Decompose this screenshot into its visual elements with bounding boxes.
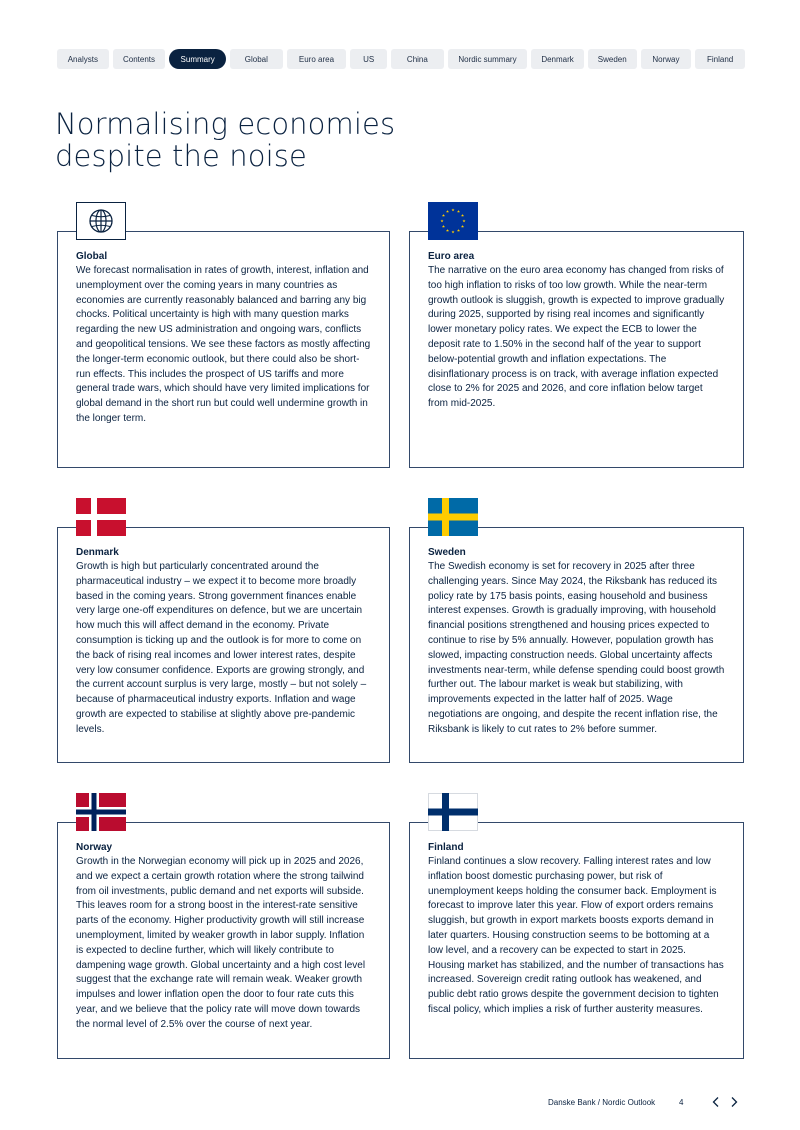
norway-heading: Norway [76,842,113,853]
tab-norway[interactable]: Norway [641,49,692,69]
eu-flag-icon [428,202,478,240]
page-title-line-2: despite the noise [55,139,307,173]
global-text: We forecast normalisation in rates of growth, interest, inflation and unemployment over the coming years in many countries as economies are currently reasonably balanced and barring any big chocks. Political uncertainty is high with many question marks regarding the new US administration and ongoing wars, conflicts and geopolitical tensions. We see these factors as mostly affecting the longer-term economic outlook, but there could also be short-run effects. This includes the prospect of US tariffs and more general trade wars, which should have very limited implications for global demand in the short run but could well undermine growth in the longer term. [76,265,371,424]
denmark-heading: Denmark [76,547,119,558]
sweden-card [409,527,744,763]
tab-us[interactable]: US [350,49,387,69]
finland-flag-icon [428,793,478,831]
section-tabs [57,49,745,69]
norway-flag-icon [76,793,126,831]
tab-global[interactable]: Global [230,49,283,69]
global-card [57,231,390,468]
footer-source: Danske Bank / Nordic Outlook [548,1098,656,1107]
page-footer [548,1096,748,1110]
tab-china[interactable]: China [391,49,444,69]
sweden-flag-icon [428,498,478,536]
finland-heading: Finland [428,842,464,853]
euro-area-text: The narrative on the euro area economy has changed from risks of too high inflation to risks of too low growth. While the near-term growth outlook is sluggish, growth is expected to improve gradually during 2025, supported by rising real incomes and significantly lower monetary policy rates. We expect the ECB to lower the deposit rate to 1.50% in the second half of the year to support below-potential growth and inflation expectations. The disinflationary process is on track, with average inflation expected close to 2% for 2025 and 2026, and core inflation below target from mid-2025. [428,265,725,410]
denmark-flag-icon [76,498,126,536]
euro-area-card [409,231,744,468]
norway-text: Growth in the Norwegian economy will pick up in 2025 and 2026, and we expect a certain growth rotation where the strong tailwind from oil investments, public demand and net exports will subside. This leaves room for a strong boost in the interest-rate sensitive parts of the economy. Higher productivity growth will still increase unemployment, limited by weaker growth in labor supply. Inflation is expected to decline further, which will likely contribute to dampening wage growth. Global uncertainty and a high cost level suggest that the exchange rate will remain weak. Weaker growth impulses and lower inflation open the door to four rate cuts this year, and we believe that the policy rate will move down towards the normal level of 2.5% over the course of next year. [76,856,366,1030]
tab-analysts[interactable]: Analysts [57,49,109,69]
global-heading: Global [76,251,108,262]
globe-icon [76,202,126,240]
tab-finland[interactable]: Finland [695,49,745,69]
tab-denmark[interactable]: Denmark [531,49,584,69]
denmark-card [57,527,390,763]
tab-contents[interactable]: Contents [113,49,166,69]
sweden-heading: Sweden [428,547,466,558]
finland-text: Finland continues a slow recovery. Falling interest rates and low inflation boost domestic purchasing power, but risk of unemployment keeps holding the consumer back. Employment is forecast to improve later this year. Flow of export orders remains sluggish, but growth in export markets boosts exports demand in later quarters. Housing construction seems to be bottoming at a low level, and a recovery can be expected to start in 2025. Housing market has stabilized, and the number of transactions has increased. Sovereign credit rating outlook has weakened, and public debt ratio grows despite the government decision to tighten fiscal policy, which implies a risk of further austerity measures. [428,856,724,1015]
tab-summary[interactable]: Summary [169,49,226,69]
finland-card [409,822,744,1059]
chevron-left-icon[interactable] [710,1096,722,1108]
tab-euro-area[interactable]: Euro area [287,49,347,69]
denmark-text: Growth is high but particularly concentrated around the pharmaceutical industry – we expect it to become more broadly based in the coming years. Strong government finances enable very large one-off expenditures on defence, but we are uncertain how much this will affect demand in the economy. Private consumption is ticking up and the outlook is for more to come on the back of rising real incomes and lower interest rates, despite very low consumer confidence. Exports are growing strongly, and the current account surplus is very large, mostly – but not solely – because of pharmaceutical industry exports. Inflation and wage growth are expected to stabilise at slightly above pre-pandemic levels. [76,561,367,735]
page-number: 4 [679,1098,684,1107]
sweden-text: The Swedish economy is set for recovery in 2025 after three challenging years. Since May 2024, the Riksbank has reduced its policy rate by 175 basis points, easing household and business interest expenses. Growth is gradually improving, with household financial positions strengthened and housing prices expected to continue to rise by 5% annually. However, population growth has slowed, impacting construction needs. Global uncertainty affects investments near-term, while defense spending could boost growth further out. The labour market is weak but stabilizing, with improvements expected in the latter half of 2025. Wage negotiations are ongoing, and despite the recent inflation rise, the Riksbank is likely to cut rates to 2% before summer. [428,561,725,735]
chevron-right-icon[interactable] [728,1096,740,1108]
page-title-line-1: Normalising economies [55,107,396,141]
euro-area-heading: Euro area [428,251,475,262]
tab-sweden[interactable]: Sweden [588,49,637,69]
page-title [55,108,475,172]
norway-card [57,822,390,1059]
tab-nordic-summary[interactable]: Nordic summary [448,49,528,69]
